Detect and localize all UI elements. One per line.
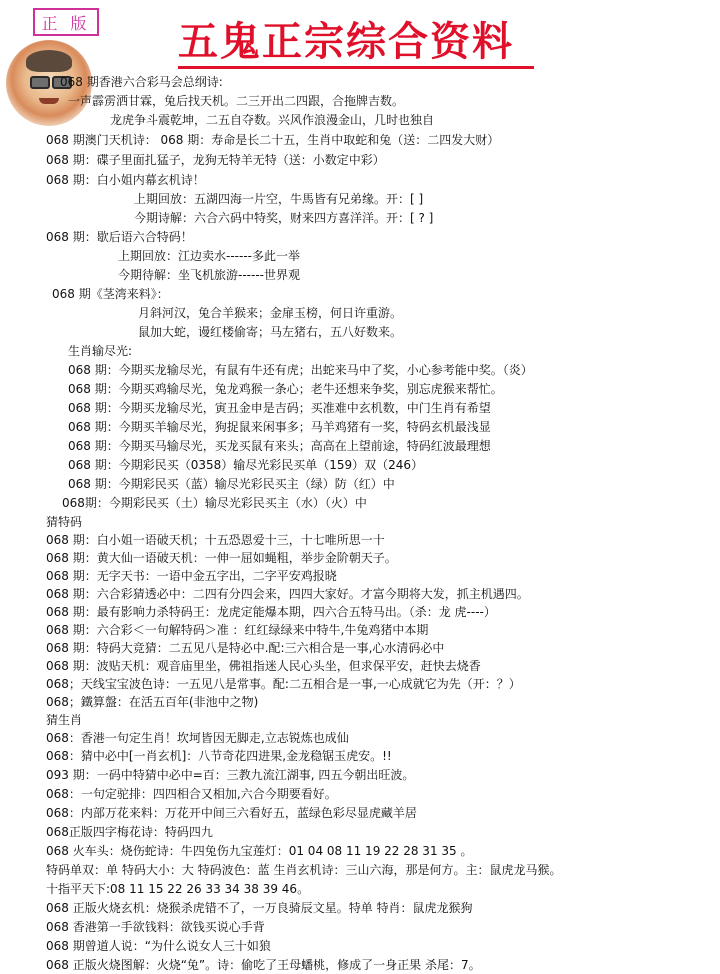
text-line: 特码单双：单 特码大小：大 特码波色：蓝 生肖玄机诗：三山六海，那是何方。主：鼠虎龙马猴。 [46, 863, 562, 877]
text-line: 068 期：歇后语六合特码！ [46, 230, 193, 244]
text-line: 068 期：今期买鸡输尽光，兔龙鸡猴一条心；老牛还想来争奖，别忘虎猴来帮忙。 [68, 382, 503, 396]
text-line: 上期回放：五湖四海一片空，牛馬皆有兄弟缘。开：[ ] [134, 192, 424, 206]
portrait-glasses-left [30, 76, 50, 89]
text-line: 093 期：一码中特猜中必中=百：三教九流江湖事, 四五今朝出旺波。 [46, 768, 415, 782]
text-line: 068 香港第一手欲钱料：欲钱买说心手背 [46, 920, 265, 934]
text-line: 068 期：白小姐一语破天机；十五恐恩爱十三，十七唯所思一十 [46, 533, 385, 547]
text-line: 068；天线宝宝波色诗：一五见八是常事。配:二五相合是一事,一心成就它为先（开：？） [46, 677, 521, 691]
text-line: 龙虎争斗震乾坤，二五自夺数。兴风作浪漫金山，几时也独自 [110, 113, 435, 127]
text-line: 068 期曾道人说：“为什么说女人三十如狼 [46, 939, 271, 953]
text-line: 068 期：黄大仙一语破天机：一伸一屈如蝇粗，举步金阶朝天子。 [46, 551, 397, 565]
text-line: 068 期：波贴天机：观音庙里坐，佛祖指迷人民心头坐，但求保平安，赶快去烧香 [46, 659, 481, 673]
text-line: 068 期：六合彩＜一句解特码＞准 ：红红绿绿来中特牛,牛兔鸡猪中本期 [46, 623, 429, 637]
text-line: 068 期：今期彩民买（0358）输尽光彩民买单（159）双（246） [68, 458, 424, 472]
text-line: 068正版四字梅花诗：特码四九 [46, 825, 213, 839]
text-line: 068 期：最有影响力杀特码王：龙虎定能爆本期，四六合五特马出。（杀：龙 虎----） [46, 605, 496, 619]
text-line: 068：猜中必中[一肖玄机]：八节奇花四进果,金龙稳锯玉虎安。!! [46, 749, 392, 763]
text-line: 068 期澳门天机诗： 068 期：寿命是长二十五，生肖中取蛇和兔（送：二四发大财） [46, 133, 500, 147]
text-line: 068 期：今期买马输尽光，买龙买鼠有来头；高高在上望前途，特码红波最理想 [68, 439, 491, 453]
title-underline [178, 66, 534, 69]
text-line: 068 期：今期买龙输尽光，寅丑金申是吉码；买准难中玄机数，中门生肖有希望 [68, 401, 491, 415]
text-line: 068：香港一句定生肖！坎坷皆因无脚走,立志锐炼也成仙 [46, 731, 349, 745]
section-heading: 猜特码 [46, 515, 83, 529]
text-line: 068 期：碟子里面扎猛子，龙狗无特羊无特（送：小数定中彩） [46, 153, 385, 167]
text-line: 十指平天下:08 11 15 22 26 33 34 38 39 46。 [46, 882, 310, 896]
portrait-hair [26, 50, 72, 72]
text-line: 068 期：今期买龙输尽光，有鼠有牛还有虎；出蛇来马中了奖，小心参考能中奖。（炎） [68, 363, 533, 377]
text-line: 068：一句定驼排：四四相合又相加,六合今期要看好。 [46, 787, 337, 801]
text-line: 一声霹雳洒甘霖，兔后找天机。二三开出二四跟，合拖牌吉数。 [68, 94, 405, 108]
text-line: 068 期《茎湾来料》： [52, 287, 169, 301]
page-title: 五鬼正宗综合资料 [178, 18, 514, 65]
text-line: 068 期：无字天书：一语中金五字出，二字平安鸡报晓 [46, 569, 337, 583]
text-line: 068 期：白小姐内幕玄机诗！ [46, 173, 205, 187]
text-line: 068 火车头：烧伤蛇诗：牛四兔伤九宝莲灯：01 04 08 11 19 22 28 31 35 。 [46, 844, 473, 858]
text-line: 068 期：今期买羊输尽光，狗捉鼠来闲事多；马羊鸡猪有一奖，特码玄机最浅显 [68, 420, 491, 434]
text-line: 068期：今期彩民买（土）输尽光彩民买主（水）（火）中 [62, 496, 367, 510]
header [0, 0, 720, 78]
text-line: 生肖输尽光: [68, 344, 133, 358]
text-line: 上期回放：江边卖水------多此一举 [118, 249, 300, 263]
section-heading: 猜生肖 [46, 713, 83, 727]
text-line: 今期待解：坐飞机旅游------世界观 [118, 268, 300, 282]
text-line: 今期诗解：六合六码中特奖，财来四方喜洋洋。开：[ ? ] [134, 211, 434, 225]
text-line: 鼠加大蛇，谩红楼偷寄；马左猪右，五八好数来。 [138, 325, 403, 339]
text-line: 068 正版火烧玄机：烧猴杀虎错不了，一万良骑辰文星。特单 特肖：鼠虎龙猴狗 [46, 901, 473, 915]
text-line: 068：内部万花来料：万花开中间三六看好五，蓝绿色彩尽显虎藏羊居 [46, 806, 417, 820]
text-line: 068 期香港六合彩马会总纲诗: [60, 75, 223, 89]
text-line: 068；鐵算盤：在活五百年(非池中之物) [46, 695, 259, 709]
text-line: 068 期：特码大竞猜：二五见八是特必中.配:三六相合是一事,心水清码必中 [46, 641, 445, 655]
portrait-mouth [39, 98, 59, 104]
edition-badge: 正 版 [33, 8, 99, 36]
text-line: 月斜河汉，兔合羊猴来；金扉玉榜，何日许重游。 [138, 306, 403, 320]
text-line: 068 期：今期彩民买（蓝）输尽光彩民买主（绿）防（红）中 [68, 477, 395, 491]
text-line: 068 期：六合彩猜透必中：二四有分四会来，四四大家好。才富今期将大发，抓主机遇四。 [46, 587, 529, 601]
text-line: 068 正版火烧图解：火烧“兔”。诗：偷吃了王母蟠桃，修成了一身正果 杀尾：7。 [46, 958, 481, 972]
